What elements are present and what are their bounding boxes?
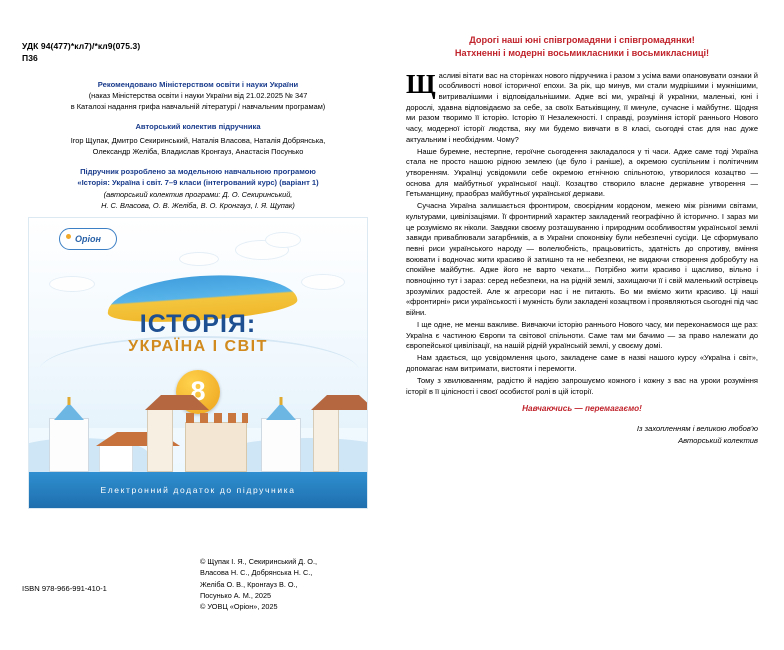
cloud-icon bbox=[265, 232, 301, 248]
authors-line-1: Ігор Щупак, Дмитро Секиринський, Наталія Власова, Наталія Добрянська, bbox=[70, 135, 326, 145]
cover-band-label: Електронний додаток до підручника bbox=[29, 472, 367, 508]
authors-block bbox=[22, 121, 374, 157]
cover-title: ІСТОРІЯ: bbox=[139, 309, 257, 338]
ministry-recommendation bbox=[22, 79, 374, 113]
copyright-block bbox=[200, 556, 378, 612]
copyright-line-4: Посунько А. М., 2025 bbox=[200, 590, 272, 600]
ministry-line-2: в Каталозі надання грифа навчальній літературі / навчальним програмам) bbox=[70, 102, 326, 112]
slogan-text: Навчаючись — перемагаємо! bbox=[522, 404, 642, 414]
right-page bbox=[392, 0, 784, 650]
cloud-icon bbox=[301, 274, 345, 290]
copyright-line-2: Власова Н. С., Добрянська Н. С., bbox=[200, 568, 313, 578]
tower-building-icon bbox=[147, 408, 173, 472]
cover-subtitle: УКРАЇНА І СВІТ bbox=[128, 337, 268, 355]
hut-building-icon bbox=[99, 444, 133, 472]
program-line-2: Н. С. Власова, О. В. Желіба, В. О. Кронгауз, І. Я. Щупак) bbox=[101, 200, 295, 210]
paragraph: Сучасна Україна залишається фронтиром, своєрідним кордоном, межею між різними світами, культурами, цивілізаціями. Її фронтирний характер закладений географічно й історично. І зараз ми це розуміємо як ніколи. Завдяки своєму розташуванню і природним особливостям української землі завжди приваблювали загарбників, а в України споконвіку були небезпечні сусіди. Це сформувало певні риси українського народу — волелюбність, працьовитість, здатність до спротиву, вміння воювати і водночас жити красиво й затишно та не небезпеки, не видаючи створення добробуту на спокійне майбутнє. Адже його не варто чекати... Потрібно жити красиво і щасливо, вільно і повноцінно тут і зараз: серед небезпеки, на на рідній землі, захищаючи її і свій маленький острівець зрозумілих радостей. Але ж агресори нас і не питають. Бо ми вміємо жити красиво. Ці наші «фронтирні» риси українськості і мужність були закладені козацтвом і проявляються сьогодні під час війни. bbox=[406, 201, 758, 317]
program-block bbox=[22, 166, 374, 211]
ministry-heading: Рекомендовано Міністерством освіти і науки України bbox=[97, 79, 299, 89]
copyright-line-1: © Щупак І. Я., Секиринський Д. О., bbox=[200, 557, 318, 566]
paragraph: Тому з хвилюванням, радістю й надією запрошуємо кожного і кожну з вас на уроки розуміння історії в її цілісності і своєї особистої ролі в цій історії. bbox=[406, 376, 758, 396]
paragraph: Наше буремне, нестерпне, героїчне сьогодення закладалося у ті часи. Адже саме тоді Україна стала не просто нашою рідною землею (це було і раніше), а окремою суспільним і політичним утворенням. Українці усвідомили себе окремою етнічною спільнотою, утворилося козацтво — основа для майбутньої української нації. Козацтво створило власне державне утворення — Гетьманщину, праобраз майбутньої української держави. bbox=[406, 146, 758, 199]
grade-badge: 8 bbox=[176, 370, 220, 414]
paragraph bbox=[406, 68, 758, 145]
church-building-icon bbox=[261, 418, 301, 472]
authors-line-2: Олександр Желіба, Владислав Кронгауз, Анастасія Посунько bbox=[92, 146, 304, 156]
authors-heading: Авторський колектив підручника bbox=[135, 122, 261, 132]
cloud-icon bbox=[179, 252, 219, 266]
drop-cap: Щ bbox=[406, 68, 436, 99]
publisher-logo: Оріон bbox=[59, 228, 117, 250]
copyright-line-5: © УОВЦ «Оріон», 2025 bbox=[200, 602, 278, 612]
program-heading-1: Підручник розроблено за модельною навчальною програмою bbox=[80, 166, 316, 176]
preface-title-line-1: Дорогі наші юні співгромадяни і співгромадянки! bbox=[469, 35, 695, 45]
isbn-text: ISBN 978-966-991-410-1 bbox=[22, 584, 107, 593]
program-line-1: (авторський колектив програми: Д. О. Секиринський, bbox=[103, 189, 293, 199]
textbook-cover-image bbox=[28, 217, 368, 509]
castle-building-icon bbox=[185, 422, 247, 472]
udk-line-1: УДК 94(477)*кл7)/*кл9(075.3) bbox=[22, 41, 141, 51]
paragraph-text: асливі вітати вас на сторінках нового підручника і разом з усіма вами опановувати ознаки й особливості нової історичної епохи. За рік, що минув, ми стали мудрішими і мужнішими, витривалішими і відповідальнішими. Адже всі ми, українці й українки, маленькі, юні і дорослі, здавна відповідаємо за себе, за своїх Батьківщину, її минуле, сучасне і майбутнє. Щодня ми разом творимо її історію. Історію її Незалежності. І справді, розуміння історії раннього Нового часу, модерної історії людства, яку ми будемо вивчати в 8 класі, сьогодні стає для нас дуже актуальним і необхідним. Чому? bbox=[406, 70, 758, 144]
paragraph: Нам здається, що усвідомлення цього, закладене саме в назві нашого курсу «Україна і світ», допомагає нам витримати, вистояти і перемогти. bbox=[406, 353, 758, 373]
church-building-icon bbox=[49, 418, 89, 472]
udk-line-2: П36 bbox=[22, 53, 38, 64]
program-heading-2: «Історія: Україна і світ. 7–9 класи (інтегрований курс) (варіант 1) bbox=[77, 178, 319, 188]
ministry-line-1: (наказ Міністерства освіти і науки України від 21.02.2025 № 347 bbox=[88, 91, 308, 101]
tower-building-icon bbox=[313, 408, 339, 472]
paragraph: І ще одне, не менш важливе. Вивчаючи історію раннього Нового часу, ми переконаємося ще раз: Україна є частиною Європи та світової спільноти. Саме там ми бачимо — за право належати до європейської цивілізації, на нашій рідній українській землі, у своєму домі. bbox=[406, 319, 758, 351]
cloud-icon bbox=[49, 276, 95, 292]
copyright-line-3: Желіба О. В., Кронгауз В. О., bbox=[200, 579, 298, 589]
preface-body bbox=[406, 68, 758, 398]
udk-block bbox=[22, 40, 374, 65]
signature-line-2: Авторський колектив bbox=[678, 435, 758, 445]
signature-block bbox=[406, 423, 758, 446]
preface-title-line-2: Натхненні і модерні восьмикласники і восьмикласниці! bbox=[454, 48, 710, 59]
signature-line-1: Із захопленням і великою любов'ю bbox=[636, 424, 758, 434]
preface-title bbox=[406, 34, 758, 61]
